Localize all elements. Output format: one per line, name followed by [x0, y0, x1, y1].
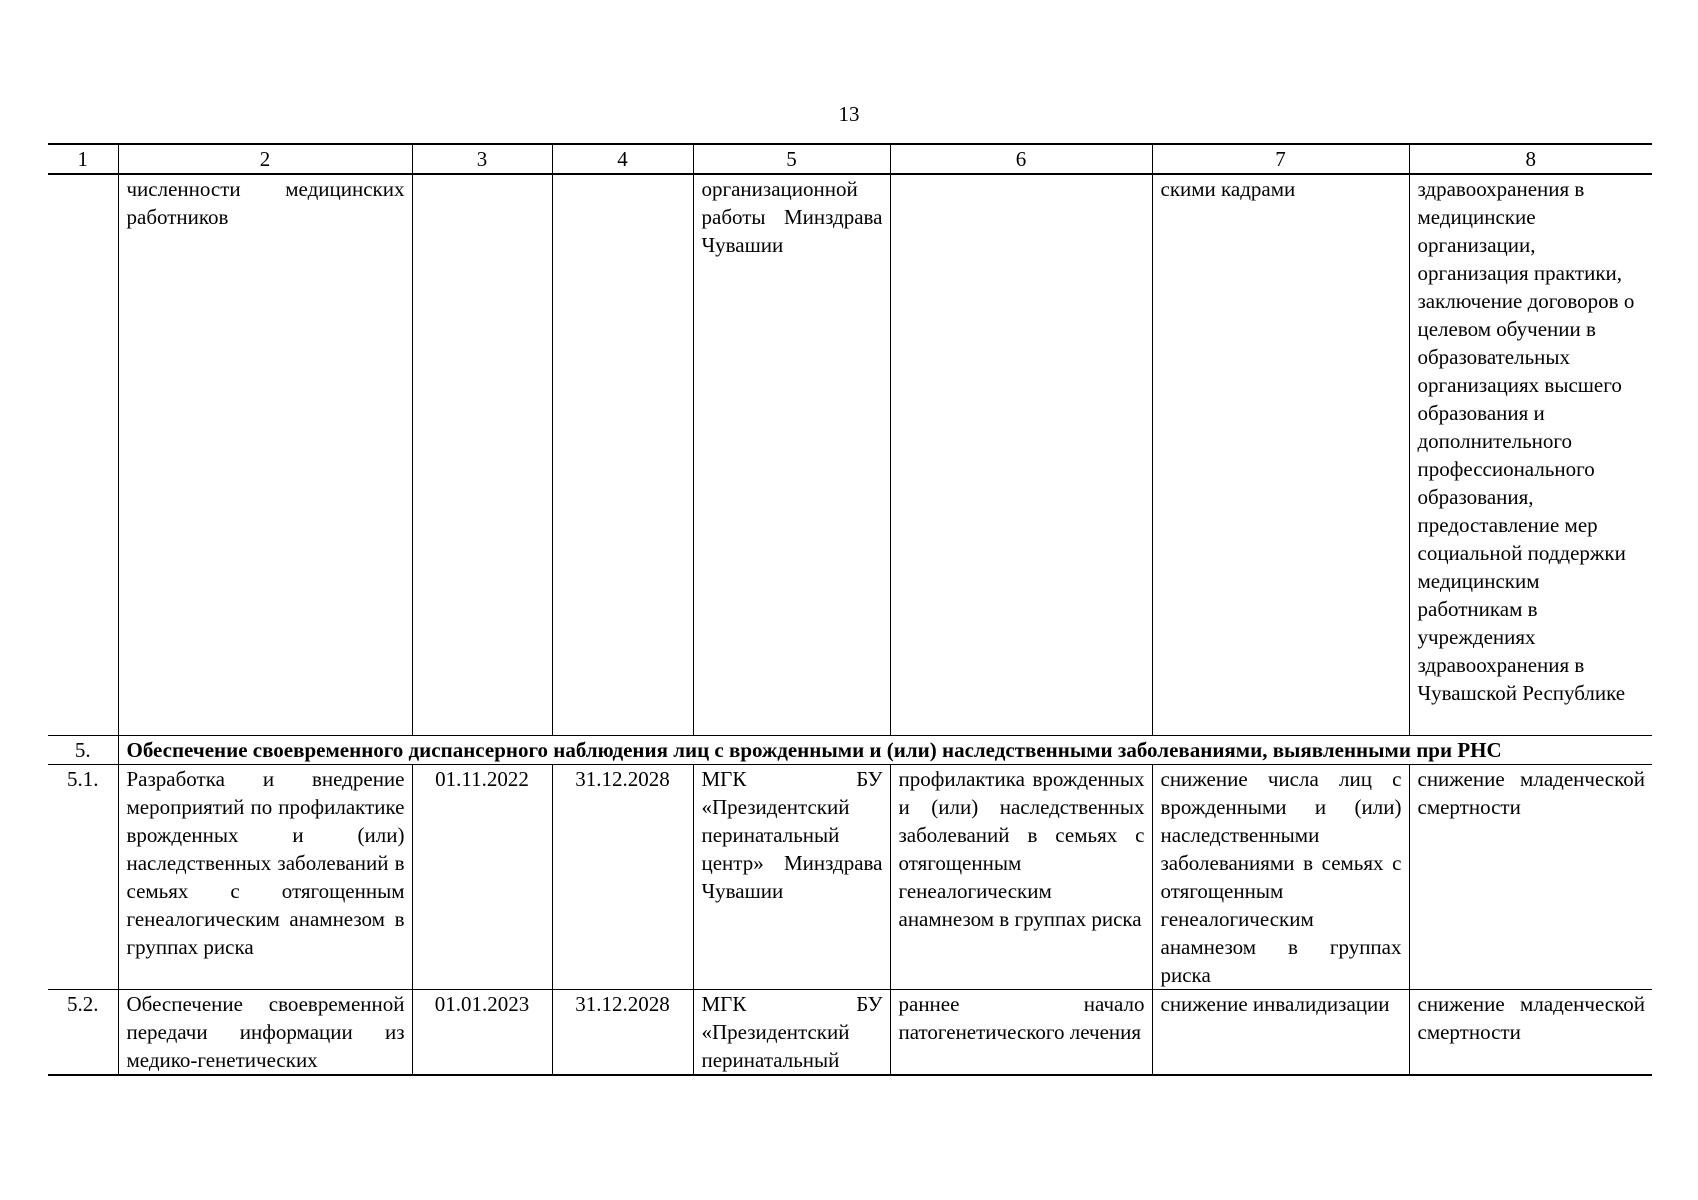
end-date-cell: 31.12.2028	[552, 765, 693, 990]
table-cell	[48, 174, 118, 736]
table-row-continuation	[48, 174, 1652, 736]
section-number: 5.	[48, 736, 118, 765]
measures-table	[48, 143, 1652, 1076]
start-date-cell: 01.11.2022	[412, 765, 552, 990]
table-row	[48, 990, 1652, 1076]
responsible-cell: МГК БУ «Президентский перинатальный	[693, 990, 890, 1076]
section-title: Обеспечение своевременного диспансерного наблюдения лиц с врожденными и (или) наследственными заболеваниями, выявленными при РНС	[118, 736, 1652, 765]
link-cell: снижение младенческой смертности	[1409, 765, 1652, 990]
table-cell	[412, 174, 552, 736]
table-cell: численности медицинских работников	[118, 174, 412, 736]
row-number: 5.2.	[48, 990, 118, 1076]
end-date-cell: 31.12.2028	[552, 990, 693, 1076]
column-header: 8	[1409, 144, 1652, 174]
result-cell: профилактика врожденных и (или) наследственных заболеваний в семьях с отягощенным генеалогическим анамнезом в группах риска	[890, 765, 1152, 990]
page-number: 13	[838, 102, 860, 126]
section-row	[48, 736, 1652, 765]
column-header: 1	[48, 144, 118, 174]
column-header: 2	[118, 144, 412, 174]
table-cell: организационной работы Минздрава Чувашии	[693, 174, 890, 736]
table-cell	[552, 174, 693, 736]
result-cell: раннее начало патогенетического лечения	[890, 990, 1152, 1076]
column-header: 5	[693, 144, 890, 174]
indicator-cell: снижение инвалидизации	[1152, 990, 1409, 1076]
table-cell	[890, 174, 1152, 736]
table-row	[48, 765, 1652, 990]
indicator-cell: снижение числа лиц с врожденными и (или) наследственными заболеваниями в семьях с отягощенным генеалогическим анамнезом в группах риска	[1152, 765, 1409, 990]
responsible-cell: МГК БУ «Президентский перинатальный центр» Минздрава Чувашии	[693, 765, 890, 990]
activity-cell: Обеспечение своевременной передачи информации из медико-генетических	[118, 990, 412, 1076]
column-header: 4	[552, 144, 693, 174]
link-cell: снижение младенческой смертности	[1409, 990, 1652, 1076]
table-header-row	[48, 144, 1652, 174]
start-date-cell: 01.01.2023	[412, 990, 552, 1076]
table-cell: здравоохранения в медицинские организации, организация практики, заключение договоров о целевом обучении в образовательных организациях высшего образования и дополнительного профессионального образования, предоставление мер социальной поддержки медицинским работникам в учреждениях здравоохранения в Чувашской Республике	[1409, 174, 1652, 736]
column-header: 6	[890, 144, 1152, 174]
activity-cell: Разработка и внедрение мероприятий по профилактике врожденных и (или) наследственных заболеваний в семьях с отягощенным генеалогическим анамнезом в группах риска	[118, 765, 412, 990]
table-cell: скими кадрами	[1152, 174, 1409, 736]
row-number: 5.1.	[48, 765, 118, 990]
column-header: 3	[412, 144, 552, 174]
column-header: 7	[1152, 144, 1409, 174]
